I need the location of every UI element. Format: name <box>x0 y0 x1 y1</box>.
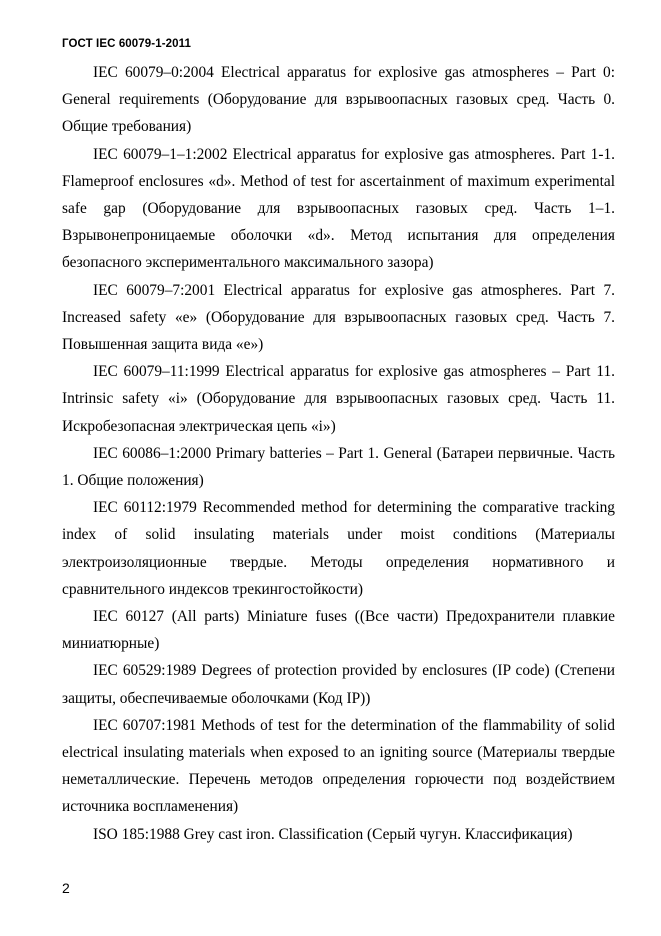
reference-iec-60079-0: IEC 60079–0:2004 Electrical apparatus for explosive gas atmospheres – Part 0: General requirements (Оборудование для взрывоопасных газовых сред. Часть 0. Общие требования) <box>62 64 615 136</box>
reference-iec-60529: IEC 60529:1989 Degrees of protection provided by enclosures (IP code) (Степени защиты, обеспечиваемые оболочками (Код IP)) <box>62 662 615 707</box>
page-number: 2 <box>62 880 70 896</box>
reference-iec-60079-11: IEC 60079–11:1999 Electrical apparatus for explosive gas atmospheres – Part 11. Intrinsic safety «i» (Оборудование для взрывоопасных газовых сред. Часть 11. Искробезопасная электрическая цепь «i») <box>62 363 615 435</box>
reference-iec-60086-1: IEC 60086–1:2000 Primary batteries – Part 1. General (Батареи первичные. Часть 1. Общие положения) <box>62 444 615 490</box>
reference-iec-60707: IEC 60707:1981 Methods of test for the determination of the flammability of solid electrical insulating materials when exposed to an igniting source (Материалы твердые неметаллические. Перечень методов определения горючести под воздействием источника воспламенения) <box>62 716 615 816</box>
normative-references <box>62 59 615 848</box>
reference-iec-60112: IEC 60112:1979 Recommended method for determining the comparative tracking index of solid insulating materials under moist conditions (Материалы электроизоляционные твердые. Методы определения нормативного и сравнительного индексов трекингостойкости) <box>62 499 615 598</box>
reference-iec-60079-7: IEC 60079–7:2001 Electrical apparatus for explosive gas atmospheres. Part 7. Increased safety «e» (Оборудование для взрывоопасных газовых сред. Часть 7. Повышенная защита вида «e») <box>62 281 615 354</box>
reference-iec-60127: IEC 60127 (All parts) Miniature fuses ((Все части) Предохранители плавкие миниатюрные) <box>62 608 615 653</box>
reference-iso-185: ISO 185:1988 Grey cast iron. Classification (Серый чугун. Классификация) <box>93 825 573 843</box>
document-header: ГОСТ IEC 60079-1-2011 <box>62 38 191 50</box>
reference-iec-60079-1-1: IEC 60079–1–1:2002 Electrical apparatus for explosive gas atmospheres. Part 1-1. Flameproof enclosures «d». Method of test for ascertainment of maximum experimental safe gap (Оборудование для взрывоопасных газовых сред. Часть 1–1. Взрывонепроницаемые оболочки «d». Метод испытания для определения безопасного экспериментального максимального зазора) <box>62 145 615 272</box>
